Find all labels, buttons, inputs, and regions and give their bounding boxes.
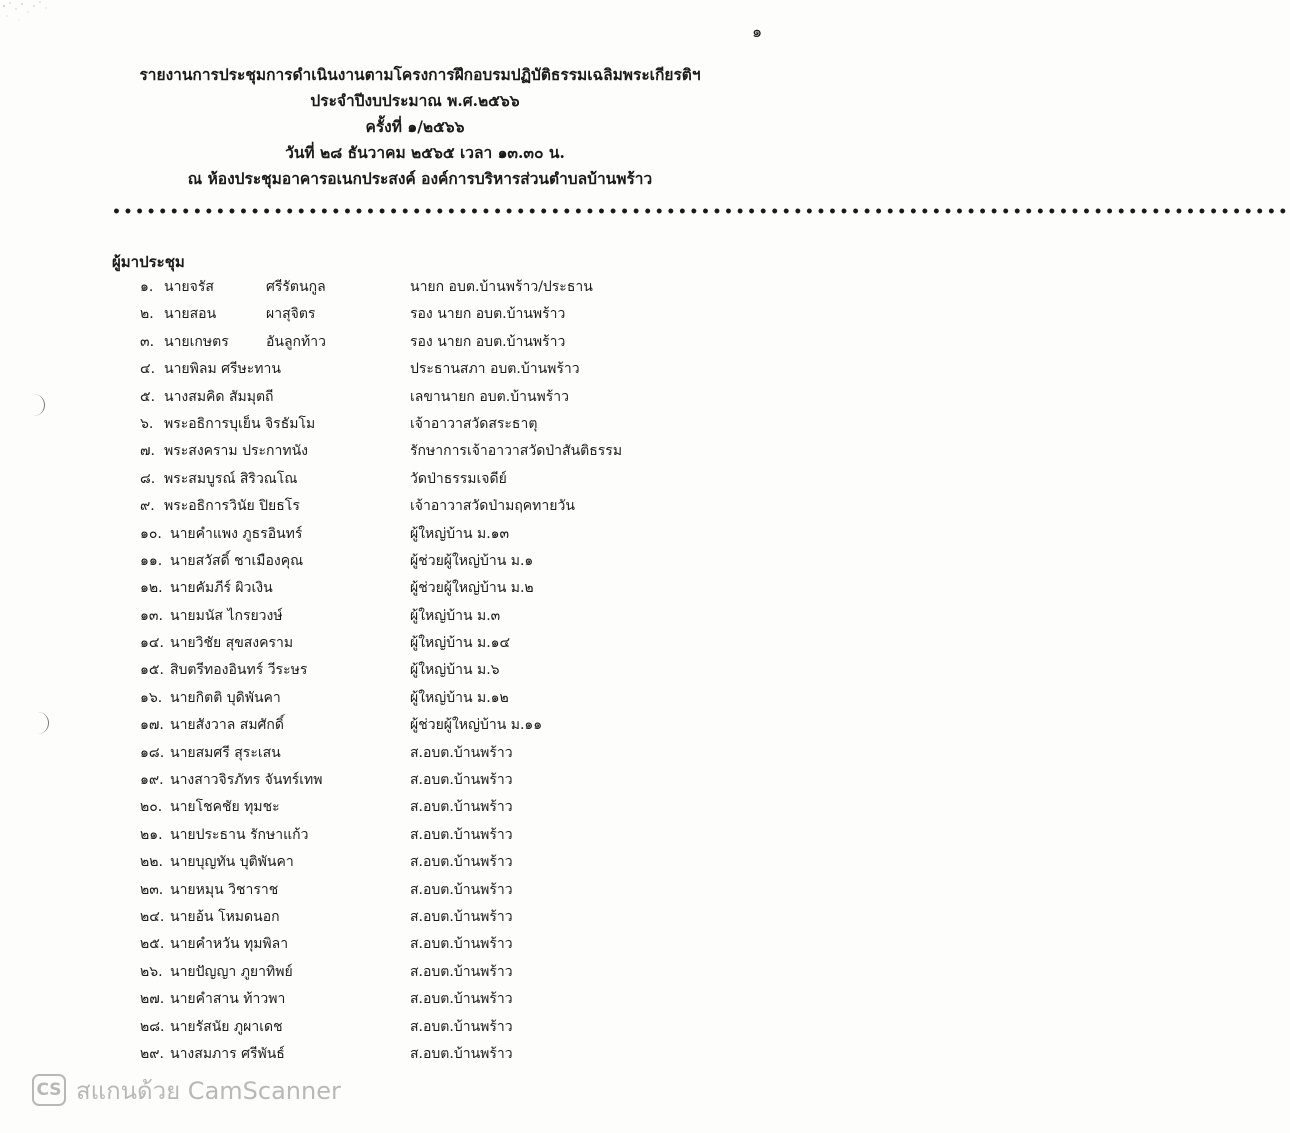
attendee-number: ๕. (140, 388, 156, 405)
attendee-row (0, 740, 800, 767)
attendee-number: ๑๘. (140, 744, 165, 761)
attendee-position: ส.อบต.บ้านพร้าว (410, 772, 513, 789)
attendee-name: นายสอน (164, 306, 217, 323)
attendee-position: วัดป่าธรรมเจดีย์ (410, 470, 507, 487)
attendees-heading: ผู้มาประชุม (112, 253, 185, 271)
attendee-position: ผู้ใหญ่บ้าน ม.๓ (410, 607, 501, 624)
attendee-name: นายรัสนัย ภูผาเดช (170, 1018, 283, 1035)
meeting-location: ณ ห้องประชุมอาคารอเนกประสงค์ องค์การบริหารส่วนตำบลบ้านพร้าว (187, 169, 653, 188)
attendee-row (0, 767, 800, 794)
attendee-position: รักษาการเจ้าอาวาสวัดป่าสันติธรรม (410, 443, 623, 460)
attendee-number: ๑๗. (140, 717, 164, 734)
attendee-number: ๑๔. (140, 635, 164, 652)
attendee-row (0, 438, 800, 465)
attendee-number: ๒๐. (140, 799, 163, 816)
watermark-text: สแกนด้วย CamScanner (76, 1076, 341, 1105)
attendee-name: นายประธาน รักษาแก้ว (170, 826, 309, 843)
attendee-number: ๒๑. (140, 826, 163, 843)
attendee-name: นายจรัส (164, 279, 214, 295)
attendee-name: นายคัมภีร์ ผิวเงิน (170, 580, 273, 597)
attendee-row (0, 411, 800, 438)
attendee-position: ส.อบต.บ้านพร้าว (410, 881, 513, 898)
attendee-name: นายกิตติ บุดิพันคา (170, 689, 281, 706)
attendee-name: นายสวัสดิ์ ชาเมืองคุณ (170, 552, 304, 569)
attendee-position: เจ้าอาวาสวัดสระธาตุ (410, 415, 538, 432)
attendee-number: ๑๖. (140, 689, 163, 706)
attendee-number: ๒๘. (140, 1018, 165, 1035)
attendee-number: ๑. (140, 279, 154, 295)
attendee-name: นายคำแพง ภูธรอินทร์ (170, 525, 303, 542)
meeting-number: ครั้งที่ ๑/๒๕๖๖ (365, 117, 465, 136)
attendee-position: ผู้ใหญ่บ้าน ม.๑๒ (410, 689, 509, 706)
report-header (0, 62, 800, 192)
attendee-name: พระอธิการวินัย ปิยธโร (164, 498, 300, 515)
attendee-position: เจ้าอาวาสวัดป่ามฤคทายวัน (410, 498, 575, 515)
attendee-number: ๒๙. (140, 1045, 164, 1062)
attendee-row (0, 603, 800, 630)
attendee-number: ๑๐. (140, 525, 162, 542)
attendee-position: ผู้ใหญ่บ้าน ม.๑๔ (410, 635, 511, 652)
attendee-name: นายหมุน วิชาราช (170, 881, 279, 898)
attendee-row (0, 384, 800, 411)
attendee-row (0, 657, 800, 684)
attendee-row (0, 301, 800, 328)
attendee-row (0, 877, 800, 904)
attendee-list (0, 274, 800, 1068)
attendee-name: นายวิชัย สุขสงคราม (170, 635, 294, 652)
attendee-row (0, 849, 800, 876)
attendee-name: นางสมภาร ศรีพันธ์ (170, 1045, 285, 1062)
attendee-name: นางสมคิด สัมมุตถี (164, 388, 274, 405)
attendee-name: พระสมบูรณ์ สิริวณโณ (164, 470, 298, 487)
attendee-row (0, 575, 800, 602)
scan-edge-speckle (0, 0, 70, 40)
attendee-position: ประธานสภา อบต.บ้านพร้าว (410, 361, 580, 378)
attendee-position: ส.อบต.บ้านพร้าว (410, 1018, 513, 1035)
attendee-name: นายบุญทัน บุติพันคา (170, 854, 294, 871)
attendee-name: นายมนัส ไกรยวงษ์ (170, 607, 283, 624)
attendee-position: ส.อบต.บ้านพร้าว (410, 991, 513, 1008)
fiscal-year: ประจำปีงบประมาณ พ.ศ.๒๕๖๖ (310, 91, 520, 110)
attendee-name: นายอ้น โหมดนอก (170, 908, 280, 925)
attendee-name: นายโชคชัย ทุมชะ (170, 799, 280, 816)
attendee-surname: ผาสุจิตร (266, 306, 316, 323)
attendee-row (0, 466, 800, 493)
attendee-position: ส.อบต.บ้านพร้าว (410, 826, 513, 843)
attendee-position: ผู้ช่วยผู้ใหญ่บ้าน ม.๑ (410, 552, 534, 569)
attendee-name: นายปัญญา ภูยาทิพย์ (170, 963, 293, 980)
attendee-row (0, 794, 800, 821)
attendee-number: ๑๕. (140, 662, 164, 679)
attendee-name: นายพิลม ศรีษะทาน (164, 361, 281, 378)
attendee-row (0, 986, 800, 1013)
attendee-name: นายสังวาล สมศักดิ์ (170, 717, 284, 734)
camscanner-watermark (32, 1070, 341, 1110)
camscanner-logo-icon: CS (32, 1074, 66, 1106)
attendee-row (0, 493, 800, 520)
attendee-position: ผู้ช่วยผู้ใหญ่บ้าน ม.๒ (410, 580, 534, 597)
attendee-number: ๓. (140, 333, 155, 350)
attendee-row (0, 959, 800, 986)
attendee-row (0, 904, 800, 931)
attendee-position: ผู้ใหญ่บ้าน ม.๑๓ (410, 525, 510, 542)
attendee-position: รอง นายก อบต.บ้านพร้าว (410, 333, 566, 350)
attendee-row (0, 822, 800, 849)
attendee-number: ๗. (140, 443, 155, 460)
meeting-date-time: วันที่ ๒๘ ธันวาคม ๒๕๖๕ เวลา ๑๓.๓๐ น. (285, 143, 565, 162)
attendee-number: ๑๙. (140, 772, 164, 789)
attendee-position: ส.อบต.บ้านพร้าว (410, 799, 513, 816)
attendee-row (0, 329, 800, 356)
attendee-number: ๒๔. (140, 908, 165, 925)
attendee-number: ๒๓. (140, 881, 164, 898)
attendee-position: เลขานายก อบต.บ้านพร้าว (410, 388, 569, 405)
page-number: ๑ (752, 22, 763, 41)
attendee-number: ๒๖. (140, 963, 163, 980)
attendee-number: ๘. (140, 470, 156, 487)
attendee-row (0, 274, 800, 301)
attendee-number: ๑๓. (140, 607, 163, 624)
attendee-row (0, 630, 800, 657)
attendee-position: ส.อบต.บ้านพร้าว (410, 963, 513, 980)
attendee-name: นางสาวจิรภัทร จันทร์เทพ (170, 772, 323, 789)
attendee-number: ๖. (140, 415, 154, 432)
attendee-position: ส.อบต.บ้านพร้าว (410, 936, 513, 953)
attendee-number: ๒๗. (140, 991, 165, 1008)
attendee-row (0, 548, 800, 575)
attendee-row (0, 356, 800, 383)
dotted-separator: •••••••••••••••••••••••••••••••••••••••••••••••••••••••••••••••••••••••••••••••••••••••••••••••••••••• (112, 204, 1290, 220)
attendee-surname: ศรีรัตนกูล (266, 279, 326, 295)
attendee-row (0, 1014, 800, 1041)
attendee-number: ๑๒. (140, 580, 163, 597)
report-title: รายงานการประชุมการดำเนินงานตามโครงการฝึกอบรมปฏิบัติธรรมเฉลิมพระเกียรติฯ (139, 65, 701, 84)
attendee-number: ๑๑. (140, 552, 163, 569)
attendee-position: ส.อบต.บ้านพร้าว (410, 854, 513, 871)
attendee-name: นายสมศรี สุระเสน (170, 744, 281, 761)
attendee-position: นายก อบต.บ้านพร้าว/ประธาน (410, 279, 593, 295)
attendee-row (0, 521, 800, 548)
attendee-number: ๒. (140, 306, 154, 323)
attendee-number: ๒๒. (140, 854, 163, 871)
attendee-row (0, 685, 800, 712)
attendee-name: พระสงคราม ประกาทนัง (164, 443, 308, 460)
attendee-surname: อันลูกท้าว (266, 333, 326, 350)
attendee-name: พระอธิการบุเย็น จิรธัมโม (164, 415, 316, 432)
attendee-row (0, 931, 800, 958)
attendee-position: ส.อบต.บ้านพร้าว (410, 908, 513, 925)
attendee-number: ๔. (140, 361, 156, 378)
attendee-row (0, 1041, 800, 1068)
attendee-position: ส.อบต.บ้านพร้าว (410, 744, 513, 761)
attendee-number: ๙. (140, 498, 155, 515)
attendee-position: ผู้ใหญ่บ้าน ม.๖ (410, 662, 500, 679)
attendee-position: รอง นายก อบต.บ้านพร้าว (410, 306, 566, 323)
attendee-name: นายคำสาน ท้าวพา (170, 991, 286, 1008)
attendee-row (0, 712, 800, 739)
attendee-name: สิบตรีทองอินทร์ วีระษร (170, 662, 308, 679)
attendee-name: นายคำหวัน ทุมพิลา (170, 936, 289, 953)
attendee-position: ส.อบต.บ้านพร้าว (410, 1045, 513, 1062)
attendee-name: นายเกษตร (164, 333, 229, 350)
attendee-number: ๒๕. (140, 936, 165, 953)
attendee-position: ผู้ช่วยผู้ใหญ่บ้าน ม.๑๑ (410, 717, 543, 734)
